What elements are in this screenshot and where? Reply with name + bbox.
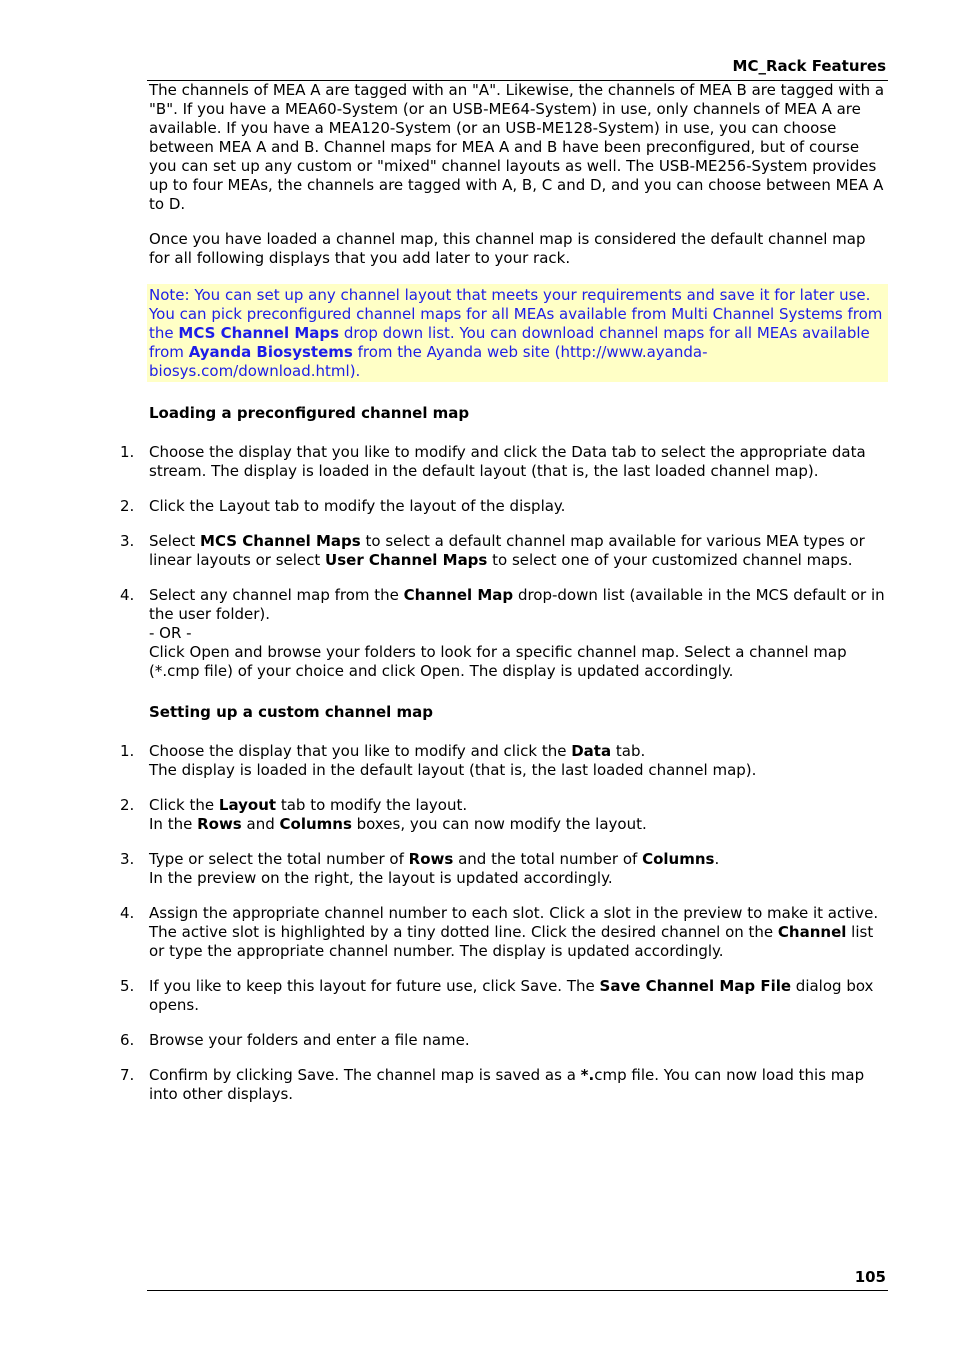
- page-number: 105: [854, 1268, 886, 1286]
- list-item: 4. Assign the appropriate channel number to each slot. Click a slot in the preview to make it active. The active slot is highlighted by a tiny dotted line. Click the desired channel on the Channel list or type the appropriate channel number. The display is updated accordingly.: [120, 904, 879, 960]
- list-item: 3. Select MCS Channel Maps to select a default channel map available for various MEA types or linear layouts or select User Channel Maps to select one of your customized channel maps.: [120, 532, 865, 569]
- list-item: 3. Type or select the total number of Rows and the total number of Columns. In the preview on the right, the layout is updated accordingly.: [120, 850, 720, 887]
- intro-paragraph-2: Once you have loaded a channel map, this channel map is considered the default channel map for all following displays that you add later to your rack.: [149, 230, 866, 267]
- list-item: 6. Browse your folders and enter a file name.: [120, 1031, 470, 1049]
- list-item: 4. Select any channel map from the Channel Map drop-down list (available in the MCS default or in the user folder). - OR - Click Open and browse your folders to look for a specific channel map. Select a channel map (*.cmp file) of your choice and click Open. The display is updated accordingly.: [120, 586, 885, 680]
- list-item: 5. If you like to keep this layout for future use, click Save. The Save Channel Map File dialog box opens.: [120, 977, 874, 1014]
- steps-loading: [120, 443, 887, 681]
- list-item: 1. Choose the display that you like to modify and click the Data tab. The display is loaded in the default layout (that is, the last loaded channel map).: [120, 742, 757, 779]
- note-bold-mcs-channel-maps: MCS Channel Maps: [178, 324, 340, 342]
- note-bold-ayanda: Ayanda Biosystems: [188, 343, 353, 361]
- section-heading-loading: Loading a preconfigured channel map: [149, 404, 470, 422]
- footer-rule: [147, 1290, 888, 1291]
- running-header: MC_Rack Features: [732, 57, 886, 75]
- steps-custom: [120, 742, 887, 1104]
- page-content: [120, 81, 887, 1104]
- list-item: 2. Click the Layout tab to modify the layout of the display.: [120, 497, 566, 515]
- section-heading-custom: Setting up a custom channel map: [149, 703, 433, 721]
- list-item: 1. Choose the display that you like to modify and click the Data tab to select the appropriate data stream. The display is loaded in the default layout (that is, the last loaded channel map).: [120, 443, 866, 480]
- list-item: 2. Click the Layout tab to modify the layout. In the Rows and Columns boxes, you can now modify the layout.: [120, 796, 647, 833]
- list-item: 7. Confirm by clicking Save. The channel map is saved as a *.cmp file. You can now load this map into other displays.: [120, 1066, 865, 1103]
- intro-paragraph-1: The channels of MEA A are tagged with an "A". Likewise, the channels of MEA B are tagged with a "B". If you have a MEA60-System (or an USB-ME64-System) in use, only channels of MEA A are available. If you have a MEA120-System (or an USB-ME128-System) in use, you can choose between MEA A and B. Channel maps for MEA A and B have been preconfigured, but of course you can set up any custom or "mixed" channel layouts as well. The USB-ME256-System provides up to four MEAs, the channels are tagged with A, B, C and D, and you can choose between MEA A to D.: [149, 81, 885, 213]
- note-box: Note: You can set up any channel layout that meets your requirements and save it for later use. You can pick preconfigured channel maps for all MEAs available from Multi Channel Systems from the MCS Channel Maps drop down list. You can download channel maps for all MEAs available from Ayanda Biosystems from the Ayanda web site (http://www.ayanda-biosys.com/download.html).: [147, 284, 888, 382]
